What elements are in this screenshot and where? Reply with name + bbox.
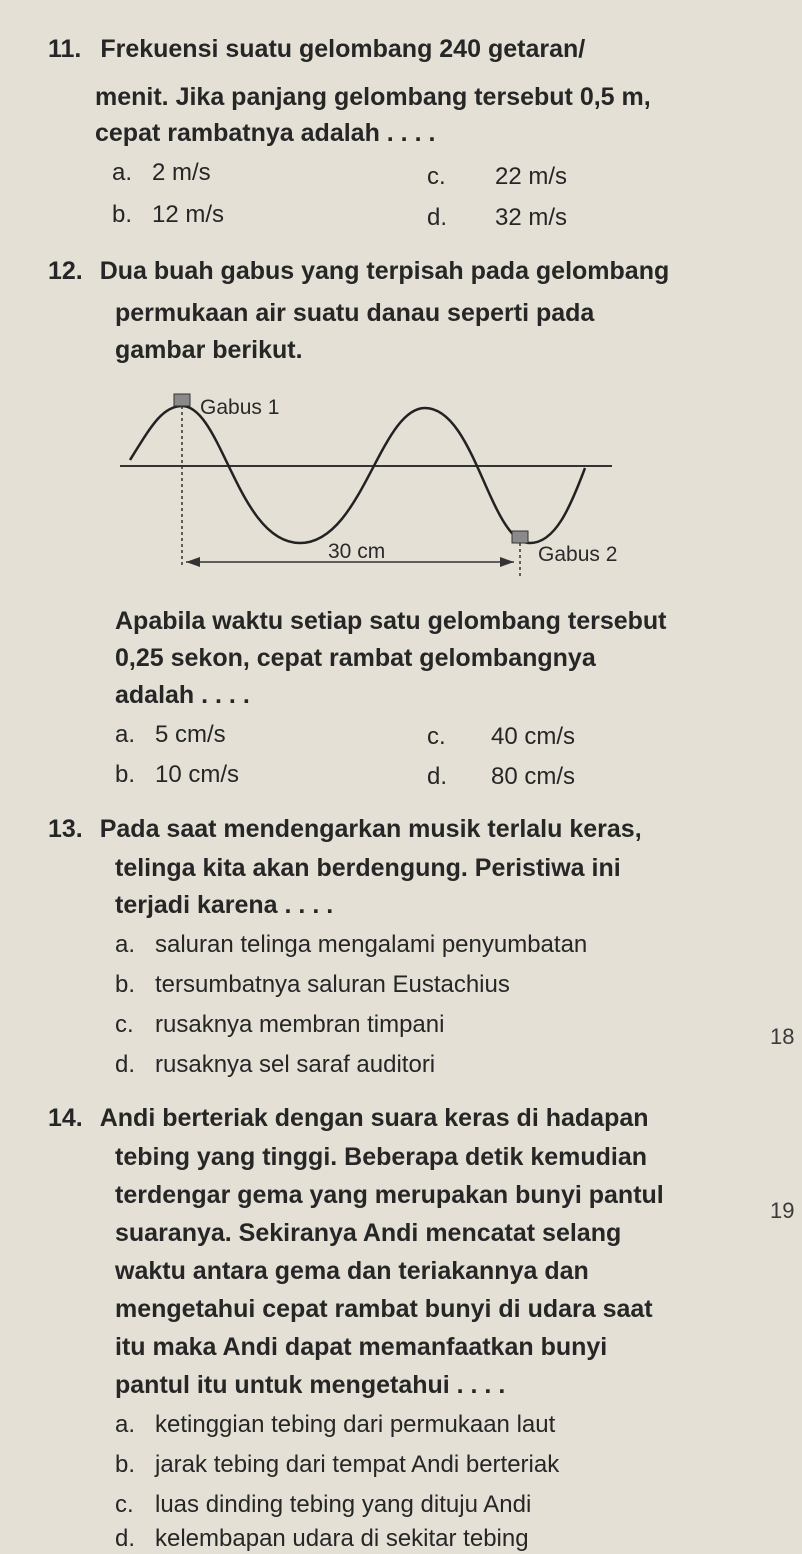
question-text-line: tebing yang tinggi. Beberapa detik kemudian xyxy=(115,1143,648,1171)
question-text-line: telinga kita akan berdengung. Peristiwa ini xyxy=(115,854,621,882)
question-text-line: Frekuensi suatu gelombang 240 getaran/ xyxy=(100,35,586,63)
cork-2-icon xyxy=(512,531,528,543)
question-text-line: terdengar gema yang merupakan bunyi pantul xyxy=(115,1181,664,1209)
edge-number-19: 19 xyxy=(770,1198,795,1223)
option-d[interactable]: d. rusaknya sel saraf auditori xyxy=(115,1051,436,1078)
option-c[interactable]: c. luas dinding tebing yang dituju Andi xyxy=(115,1491,532,1518)
question-text-line: permukaan air suatu danau seperti pada xyxy=(115,299,595,327)
question-text-line: adalah . . . . xyxy=(115,681,250,709)
option-a[interactable]: a. saluran telinga mengalami penyumbatan xyxy=(115,931,588,958)
option-b[interactable]: b. 10 cm/s xyxy=(115,761,240,788)
question-text-line: itu maka Andi dapat memanfaatkan bunyi xyxy=(115,1333,608,1361)
question-number: 11. xyxy=(48,35,82,63)
option-a[interactable]: a. ketinggian tebing dari permukaan laut xyxy=(115,1411,556,1438)
label-gabus-2: Gabus 2 xyxy=(538,543,618,566)
question-text-line: terjadi karena . . . . xyxy=(115,891,334,919)
option-b[interactable]: b. 12 m/s xyxy=(112,201,225,228)
question-text-line: Apabila waktu setiap satu gelombang tersebut xyxy=(115,607,667,635)
cork-1-icon xyxy=(174,394,190,406)
option-b[interactable]: b. jarak tebing dari tempat Andi berteriak xyxy=(115,1451,560,1478)
question-number: 13. xyxy=(48,815,83,843)
question-text-line: waktu antara gema dan teriakannya dan xyxy=(115,1257,589,1285)
wave-curve xyxy=(130,406,585,543)
question-text-line: mengetahui cepat rambat bunyi di udara saat xyxy=(115,1295,653,1323)
question-text-line: suaranya. Sekiranya Andi mencatat selang xyxy=(115,1219,622,1247)
arrow-left-head-icon xyxy=(186,557,200,567)
option-c[interactable]: c. 40 cm/s xyxy=(427,723,576,750)
option-d[interactable]: d. 80 cm/s xyxy=(427,763,576,790)
question-text-line: cepat rambatnya adalah . . . . xyxy=(95,119,436,147)
question-number: 12. xyxy=(48,257,83,285)
option-c[interactable]: c. 22 m/s xyxy=(427,163,568,190)
wave-figure xyxy=(100,388,660,578)
label-distance: 30 cm xyxy=(328,540,386,563)
option-a[interactable]: a. 2 m/s xyxy=(112,159,211,186)
option-c[interactable]: c. rusaknya membran timpani xyxy=(115,1011,445,1038)
question-text-line: Dua buah gabus yang terpisah pada gelombang xyxy=(99,257,670,285)
option-d[interactable]: d. 32 m/s xyxy=(427,204,568,231)
question-text-line: gambar berikut. xyxy=(115,336,303,364)
question-number: 14. xyxy=(48,1104,83,1132)
question-text-line: Pada saat mendengarkan musik terlalu keras, xyxy=(99,815,642,843)
label-gabus-1: Gabus 1 xyxy=(200,396,280,419)
arrow-right-head-icon xyxy=(500,557,514,567)
question-text-line: menit. Jika panjang gelombang tersebut 0,5 m, xyxy=(95,83,651,111)
question-text-line: 0,25 sekon, cepat rambat gelombangnya xyxy=(115,644,596,672)
edge-number-18: 18 xyxy=(770,1024,795,1049)
question-text-line: pantul itu untuk mengetahui . . . . xyxy=(115,1371,506,1399)
question-text-line: Andi berteriak dengan suara keras di hadapan xyxy=(99,1104,649,1132)
option-b[interactable]: b. tersumbatnya saluran Eustachius xyxy=(115,971,510,998)
option-a[interactable]: a. 5 cm/s xyxy=(115,721,226,748)
option-d[interactable]: d. kelembapan udara di sekitar tebing xyxy=(115,1525,529,1552)
